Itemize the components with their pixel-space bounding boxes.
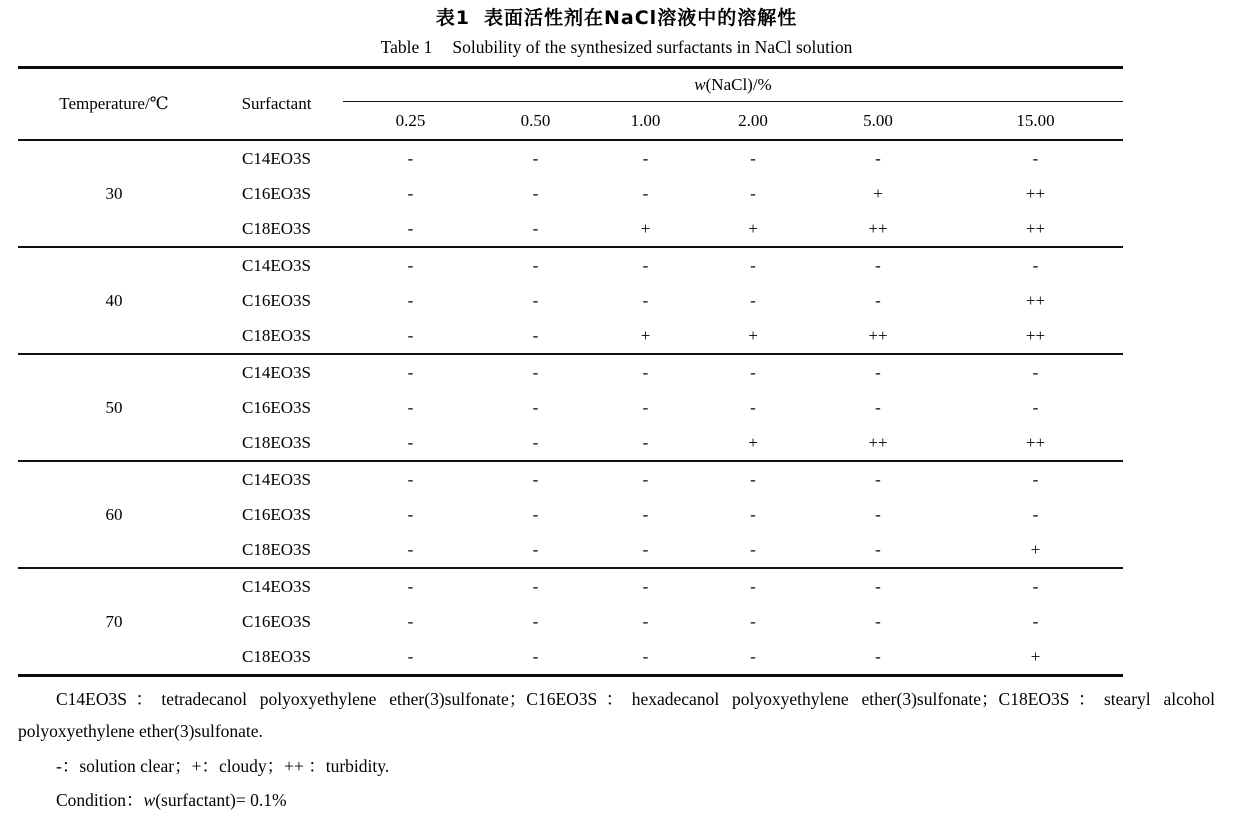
table-row bbox=[18, 247, 1123, 283]
solubility-cell: - bbox=[750, 646, 756, 666]
solubility-cell: - bbox=[532, 183, 539, 203]
concentration-header: 15.00 bbox=[948, 102, 1123, 141]
solubility-cell: - bbox=[750, 469, 756, 489]
table-title-zh-text: 表面活性剂在NaCl溶液中的溶解性 bbox=[484, 7, 798, 29]
solubility-cell: - bbox=[407, 504, 414, 524]
solubility-cell: - bbox=[593, 532, 698, 568]
table-row bbox=[18, 461, 1123, 497]
footnote-symbol-legend: -：solution clear；+：cloudy；++ ：turbidity. bbox=[56, 756, 390, 776]
solubility-cell: - bbox=[407, 397, 414, 417]
solubility-cell: + bbox=[698, 425, 808, 461]
table-row bbox=[18, 568, 1123, 604]
surfactant-cell: C18EO3S bbox=[210, 211, 343, 247]
solubility-cell: - bbox=[407, 183, 414, 203]
table-title-en-text: Solubility of the synthesized surfactants in NaCl solution bbox=[452, 37, 853, 57]
footnote-condition-label: Condition： bbox=[56, 790, 144, 810]
solubility-cell: - bbox=[808, 532, 948, 568]
solubility-cell: - bbox=[478, 425, 593, 461]
solubility-cell: ++ bbox=[1025, 183, 1046, 203]
solubility-cell: - bbox=[642, 255, 649, 275]
nacl-concentration-group-header bbox=[343, 68, 1123, 102]
solubility-cell: - bbox=[875, 646, 881, 666]
temperature-cell: 40 bbox=[18, 247, 210, 354]
table-title-en-label: Table 1 bbox=[380, 37, 433, 57]
solubility-cell: - bbox=[407, 255, 414, 275]
solubility-cell: - bbox=[750, 576, 756, 596]
solubility-cell: - bbox=[875, 611, 881, 631]
solubility-cell: - bbox=[407, 290, 414, 310]
solubility-cell: - bbox=[750, 290, 756, 310]
solubility-cell: - bbox=[532, 576, 539, 596]
paper-table-page bbox=[18, 0, 1215, 816]
solubility-cell: - bbox=[875, 504, 881, 524]
solubility-cell: - bbox=[875, 290, 881, 310]
solubility-cell: - bbox=[875, 362, 881, 382]
solubility-cell: ++ bbox=[808, 425, 948, 461]
solubility-cell: + bbox=[698, 318, 808, 354]
solubility-cell: - bbox=[532, 362, 539, 382]
solubility-cell: - bbox=[343, 211, 478, 247]
solubility-cell: ++ bbox=[948, 425, 1123, 461]
solubility-cell: - bbox=[1032, 504, 1039, 524]
solubility-cell: ++ bbox=[948, 318, 1123, 354]
footnotes bbox=[18, 683, 1215, 816]
surfactant-cell: C16EO3S bbox=[242, 504, 311, 524]
solubility-cell: ++ bbox=[808, 318, 948, 354]
solubility-cell: - bbox=[642, 362, 649, 382]
solubility-cell: - bbox=[532, 397, 539, 417]
solubility-cell: - bbox=[1032, 611, 1039, 631]
solubility-cell: + bbox=[873, 183, 883, 203]
solubility-cell: + bbox=[593, 318, 698, 354]
solubility-cell: - bbox=[407, 611, 414, 631]
nacl-group-header-rest: (NaCl)/% bbox=[705, 75, 772, 94]
solubility-cell: - bbox=[343, 532, 478, 568]
solubility-cell: - bbox=[478, 532, 593, 568]
concentration-header: 0.50 bbox=[478, 102, 593, 141]
solubility-cell: - bbox=[343, 425, 478, 461]
header-row-top bbox=[18, 68, 1123, 102]
concentration-header: 5.00 bbox=[808, 102, 948, 141]
solubility-cell: - bbox=[532, 611, 539, 631]
solubility-cell: - bbox=[875, 255, 881, 275]
concentration-header: 0.25 bbox=[343, 102, 478, 141]
solubility-cell: ++ bbox=[1025, 290, 1046, 310]
solubility-cell: - bbox=[1032, 362, 1039, 382]
solubility-cell: - bbox=[532, 646, 539, 666]
solubility-cell: - bbox=[478, 318, 593, 354]
solubility-cell: - bbox=[642, 469, 649, 489]
surfactant-cell: C18EO3S bbox=[210, 425, 343, 461]
solubility-cell: - bbox=[642, 183, 649, 203]
solubility-cell: - bbox=[1032, 576, 1039, 596]
solubility-cell: - bbox=[407, 576, 414, 596]
surfactant-cell: C16EO3S bbox=[242, 290, 311, 310]
solubility-cell: - bbox=[750, 362, 756, 382]
footnote-surfactant-definitions: C14EO3S：tetradecanol polyoxyethylene ether(3)sulfonate；C16EO3S：hexadecanol polyoxyethylene ether(3)sulfonate；C18EO3S：stearyl alcohol polyoxyethylene ether(3)sulfonate. bbox=[18, 689, 1215, 741]
solubility-cell: - bbox=[532, 255, 539, 275]
solubility-cell: - bbox=[532, 148, 539, 168]
footnote-condition-rest: (surfactant)= 0.1% bbox=[155, 790, 287, 810]
nacl-group-header-w: w bbox=[694, 75, 706, 94]
surfactant-cell: C18EO3S bbox=[242, 646, 311, 666]
solubility-cell: ++ bbox=[948, 211, 1123, 247]
solubility-table bbox=[18, 66, 1123, 677]
solubility-cell: - bbox=[1032, 255, 1039, 275]
table-header bbox=[18, 68, 1123, 141]
concentration-header: 1.00 bbox=[593, 102, 698, 141]
temperature-cell: 60 bbox=[18, 461, 210, 568]
surfactant-cell: C16EO3S bbox=[242, 397, 311, 417]
table-body bbox=[18, 140, 1123, 676]
solubility-cell: - bbox=[407, 646, 414, 666]
surfactant-cell: C14EO3S bbox=[242, 469, 311, 489]
solubility-cell: - bbox=[750, 148, 756, 168]
solubility-cell: - bbox=[875, 148, 881, 168]
solubility-cell: - bbox=[1032, 397, 1039, 417]
solubility-cell: - bbox=[642, 646, 649, 666]
solubility-cell: - bbox=[750, 255, 756, 275]
solubility-cell: - bbox=[407, 469, 414, 489]
solubility-cell: + bbox=[948, 532, 1123, 568]
temperature-cell: 70 bbox=[18, 568, 210, 676]
table-row bbox=[18, 354, 1123, 390]
solubility-cell: - bbox=[875, 469, 881, 489]
solubility-cell: - bbox=[343, 318, 478, 354]
solubility-cell: - bbox=[642, 611, 649, 631]
solubility-cell: ++ bbox=[808, 211, 948, 247]
surfactant-cell: C16EO3S bbox=[242, 183, 311, 203]
table-row bbox=[18, 140, 1123, 176]
table-title-zh bbox=[18, 5, 1215, 31]
surfactant-cell: C14EO3S bbox=[242, 576, 311, 596]
solubility-cell: - bbox=[875, 397, 881, 417]
temperature-cell: 30 bbox=[18, 140, 210, 247]
footnote-condition bbox=[18, 784, 1215, 816]
solubility-cell: - bbox=[750, 397, 756, 417]
surfactant-cell: C14EO3S bbox=[242, 362, 311, 382]
solubility-cell: - bbox=[642, 504, 649, 524]
surfactant-column-header: Surfactant bbox=[210, 68, 343, 141]
solubility-cell: + bbox=[593, 211, 698, 247]
surfactant-cell: C14EO3S bbox=[242, 255, 311, 275]
solubility-cell: - bbox=[642, 576, 649, 596]
concentration-header: 2.00 bbox=[698, 102, 808, 141]
surfactant-cell: C18EO3S bbox=[210, 532, 343, 568]
solubility-cell: - bbox=[750, 183, 756, 203]
solubility-cell: - bbox=[532, 290, 539, 310]
solubility-cell: + bbox=[1030, 646, 1041, 666]
footnote-condition-w: w bbox=[143, 790, 156, 810]
solubility-cell: - bbox=[698, 532, 808, 568]
solubility-cell: - bbox=[642, 397, 649, 417]
solubility-cell: + bbox=[698, 211, 808, 247]
solubility-cell: - bbox=[642, 290, 649, 310]
table-title-zh-label: 表1 bbox=[435, 7, 471, 29]
solubility-cell: - bbox=[1032, 469, 1039, 489]
solubility-cell: - bbox=[1032, 148, 1039, 168]
solubility-cell: - bbox=[532, 504, 539, 524]
table-title-en bbox=[18, 35, 1215, 59]
solubility-cell: - bbox=[407, 362, 414, 382]
solubility-cell: - bbox=[593, 425, 698, 461]
solubility-cell: - bbox=[642, 148, 649, 168]
surfactant-cell: C14EO3S bbox=[242, 148, 311, 168]
solubility-cell: - bbox=[750, 504, 756, 524]
solubility-cell: - bbox=[875, 576, 881, 596]
temperature-column-header: Temperature/℃ bbox=[18, 68, 210, 141]
surfactant-cell: C16EO3S bbox=[242, 611, 311, 631]
solubility-cell: - bbox=[532, 469, 539, 489]
solubility-cell: - bbox=[478, 211, 593, 247]
solubility-cell: - bbox=[407, 148, 414, 168]
temperature-cell: 50 bbox=[18, 354, 210, 461]
surfactant-cell: C18EO3S bbox=[210, 318, 343, 354]
solubility-cell: - bbox=[750, 611, 756, 631]
